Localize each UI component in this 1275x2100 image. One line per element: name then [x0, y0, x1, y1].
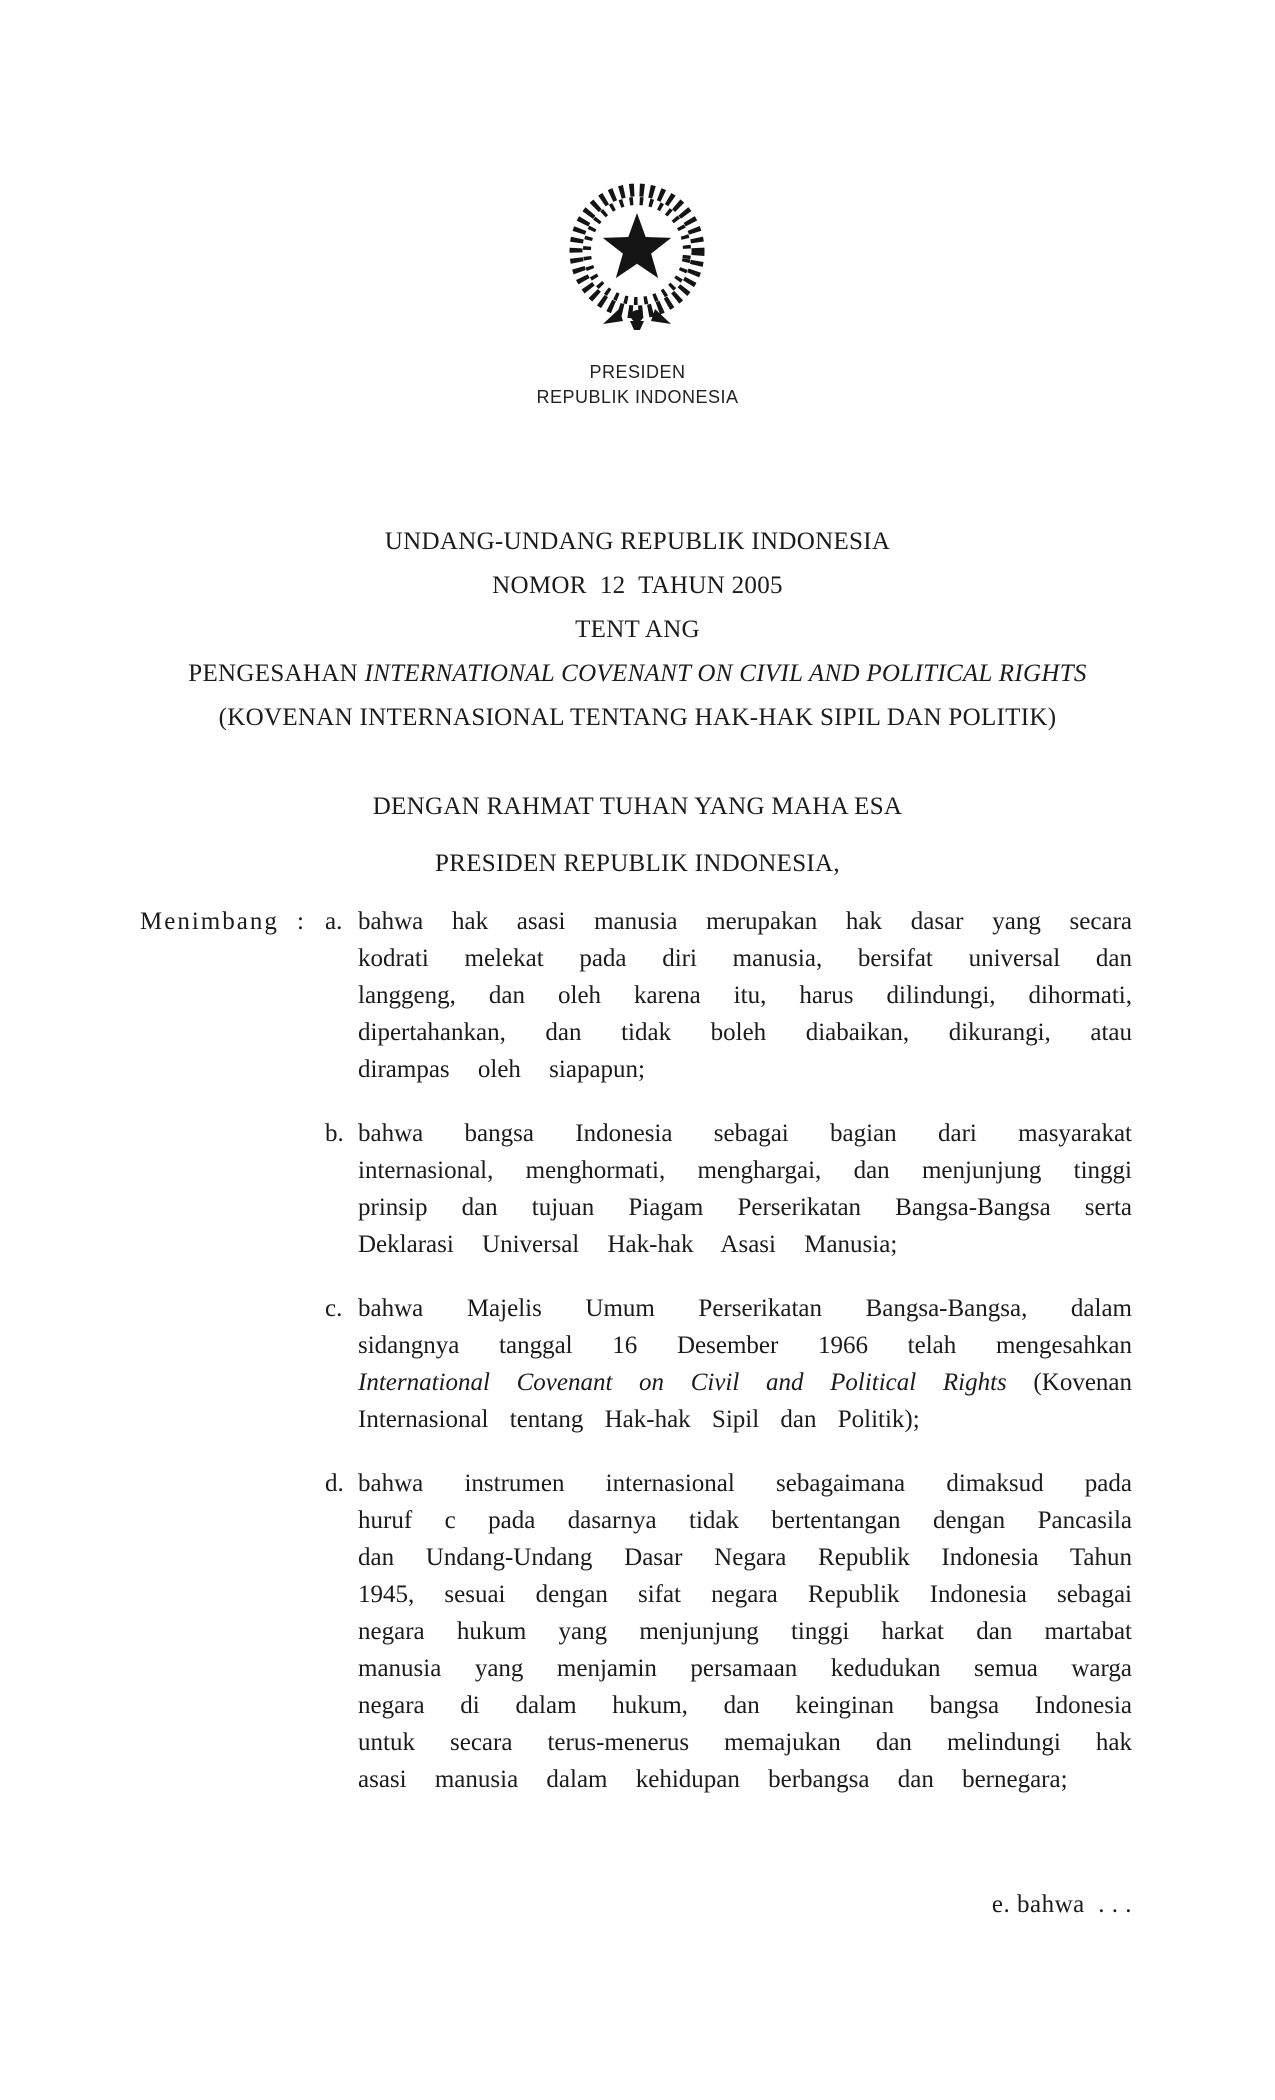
consideration-text-pre: bahwa Majelis Umum Perserikatan Bangsa-Bangsa, dalam sidangnya tanggal 16 Desember 1966 telah mengesahkan: [358, 1295, 1132, 1359]
kovenan-line: (KOVENAN INTERNASIONAL TENTANG HAK-HAK SIPIL DAN POLITIK): [218, 704, 1057, 731]
consideration-item-a: [140, 903, 1132, 1088]
consideration-item-d: [140, 1465, 1132, 1798]
consideration-text-post: (Kovenan Internasional tentang Hak-hak Sipil dan Politik);: [358, 1369, 1133, 1433]
letterhead-presiden: PRESIDEN: [589, 362, 686, 382]
consideration-text: [358, 1290, 1132, 1438]
covenant-title-italic: INTERNATIONAL COVENANT ON CIVIL AND POLITICAL RIGHTS: [364, 660, 1087, 687]
consideration-item-c: [140, 1290, 1132, 1438]
consideration-letter: a.: [325, 908, 343, 935]
consideration-text: bahwa bangsa Indonesia sebagai bagian dari masyarakat internasional, menghormati, menghargai, dan menjunjung tinggi prinsip dan tujuan Piagam Perserikatan Bangsa-Bangsa serta Deklarasi Universal Hak-hak Asasi Manusia;: [358, 1120, 1132, 1258]
considerations-label: Menimbang: [140, 908, 279, 935]
pengesahan-text: PENGESAHAN: [188, 660, 365, 687]
invocation-line: DENGAN RAHMAT TUHAN YANG MAHA ESA: [372, 793, 903, 820]
pengesahan-line: [0, 652, 1275, 696]
letterhead: [0, 360, 1275, 410]
considerations-section: [140, 903, 1132, 1798]
covenant-name-italic: International Covenant on Civil and Political Rights: [358, 1369, 1007, 1396]
consideration-text: bahwa instrumen internasional sebagaimana dimaksud pada huruf c pada dasarnya tidak bertentangan dengan Pancasila dan Undang-Undang Dasar Negara Republik Indonesia Tahun 1945, sesuai dengan sifat negara Republik Indonesia sebagai negara hukum yang menjunjung tinggi harkat dan martabat manusia yang menjamin persamaan kedudukan semua warga negara di dalam hukum, dan keinginan bangsa Indonesia untuk secara terus-menerus memajukan dan melindungi hak asasi manusia dalam kehidupan berbangsa dan bernegara;: [358, 1470, 1132, 1793]
consideration-item-b: [140, 1115, 1132, 1263]
considerations-colon: :: [297, 908, 304, 935]
tentang-line: TENT ANG: [575, 616, 700, 643]
consideration-letter: d.: [325, 1470, 344, 1497]
consideration-letter: b.: [325, 1120, 344, 1147]
consideration-text: bahwa hak asasi manusia merupakan hak dasar yang secara kodrati melekat pada diri manusia, bersifat universal dan langgeng, dan oleh karena itu, harus dilindungi, dihormati, dipertahankan, dan tidak boleh diabaikan, dikurangi, atau dirampas oleh siapapun;: [358, 908, 1132, 1083]
letterhead-republik-indonesia: REPUBLIK INDONESIA: [536, 387, 739, 407]
page-catchword: e. bahwa . . .: [991, 1891, 1132, 1918]
presidential-seal: [557, 175, 717, 333]
seal-star-icon: [603, 213, 671, 278]
law-title-line: UNDANG-UNDANG REPUBLIK INDONESIA: [384, 528, 891, 555]
law-number-line: NOMOR 12 TAHUN 2005: [492, 572, 783, 599]
title-block: [0, 520, 1275, 740]
star-wreath-seal-icon: [557, 175, 717, 333]
authority-line: PRESIDEN REPUBLIK INDONESIA,: [435, 850, 840, 877]
consideration-letter: c.: [325, 1295, 343, 1322]
